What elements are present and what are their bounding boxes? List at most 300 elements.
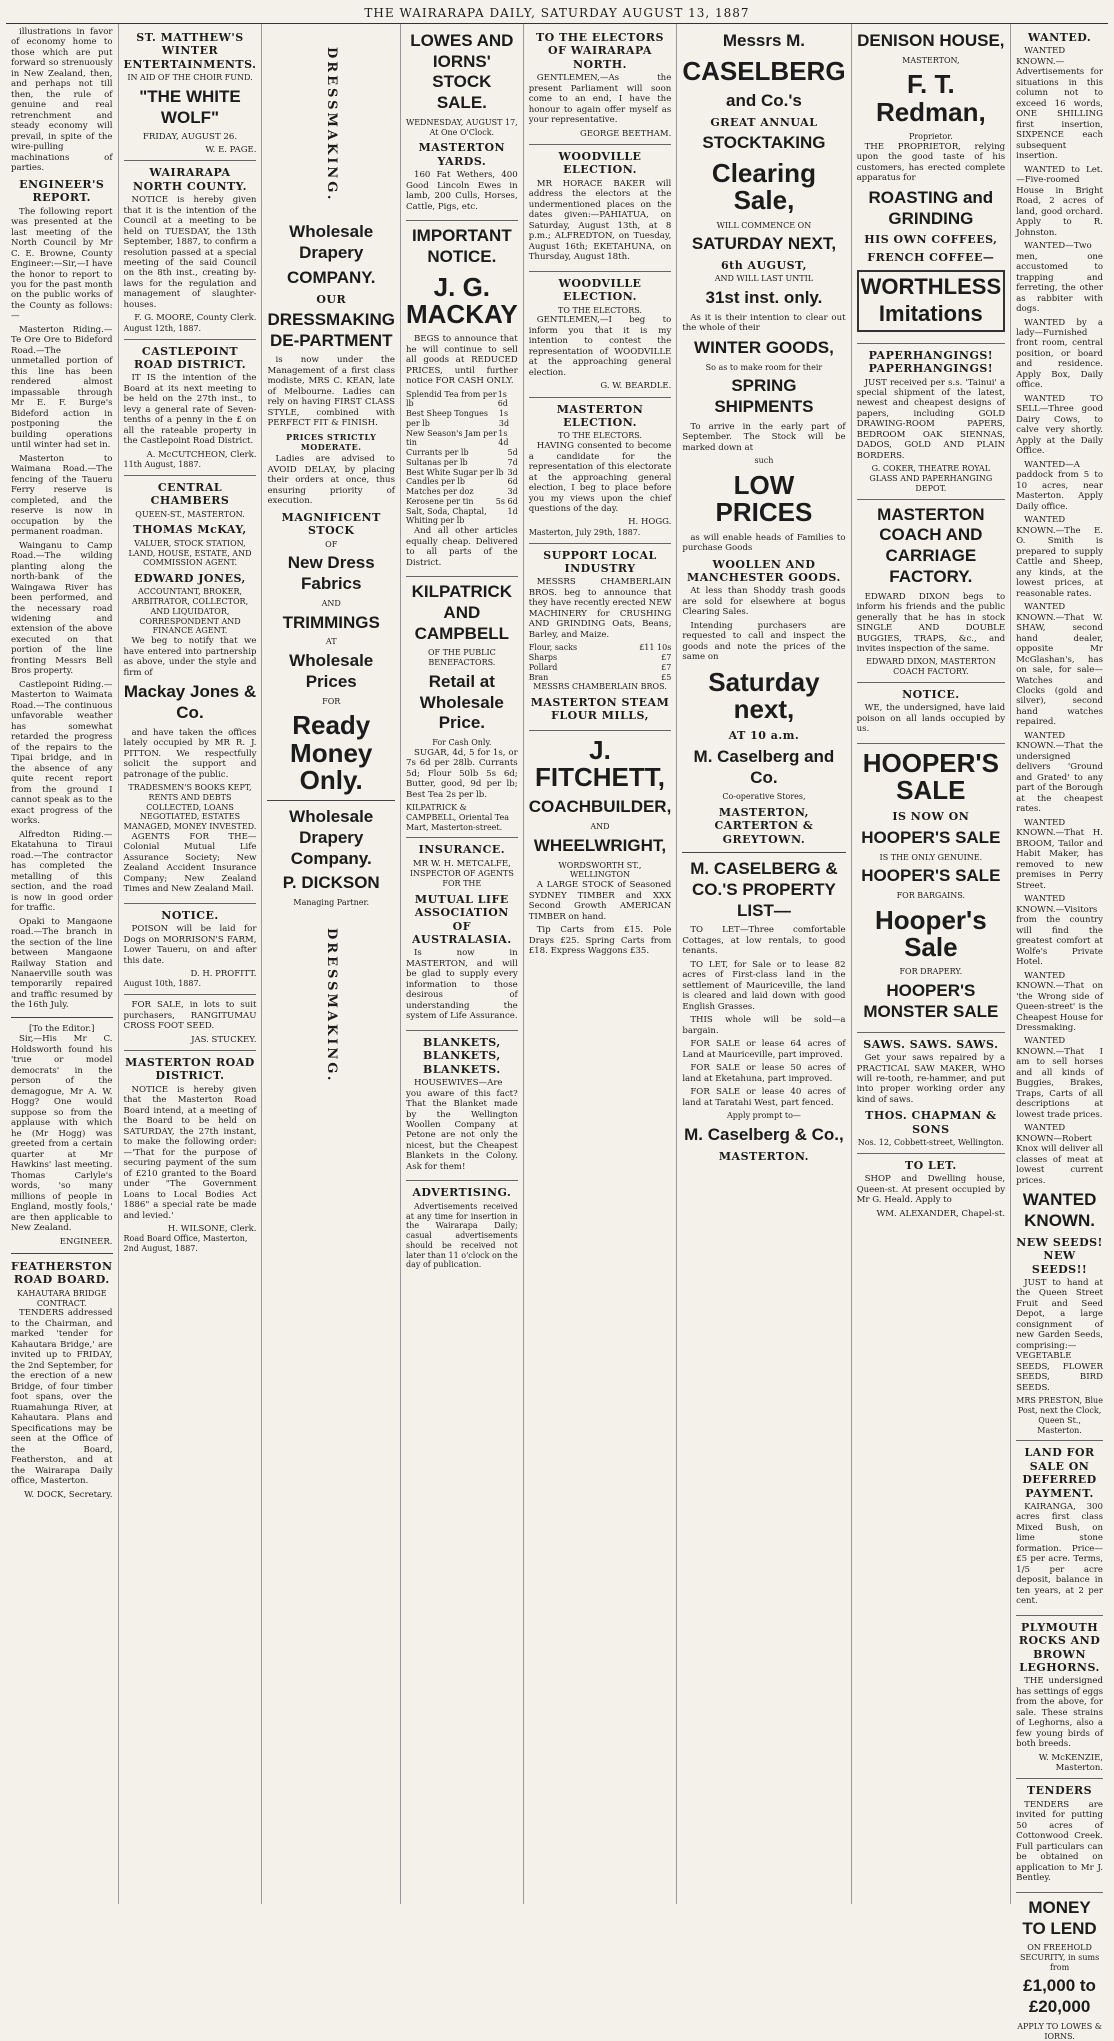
column-6 bbox=[677, 24, 851, 1904]
divider bbox=[11, 1253, 113, 1254]
ad-date: SATURDAY NEXT, bbox=[691, 234, 837, 254]
ad-terms: For Cash Only. bbox=[432, 738, 492, 748]
ad-signature: W. McKENZIE, Masterton. bbox=[1038, 1752, 1103, 1774]
winter-goods-heading: WINTER GOODS, bbox=[694, 337, 834, 357]
ad-text: And all other articles equally cheap. Delivered to all parts of the District. bbox=[405, 526, 518, 568]
ad-text: Intending purchasers are requested to call and inspect the goods and note the prices of the same on bbox=[682, 620, 846, 663]
advertising-info bbox=[406, 1186, 518, 1270]
to-let-ad bbox=[857, 1159, 1006, 1219]
ad-towns: MASTERTON, CARTERTON & GREYTOWN. bbox=[714, 805, 814, 846]
ad-heading: IMPORTANT NOTICE. bbox=[411, 226, 512, 266]
stocktaking-heading: STOCKTAKING bbox=[702, 133, 826, 153]
ad-signature: G. COKER, THEATRE ROYAL GLASS AND PAPERHANGING DEPOT. bbox=[869, 464, 993, 493]
ad-heading: DENISON HOUSE, bbox=[857, 31, 1005, 50]
ad-text: We beg to notify that we have entered into partnership as above, under the style and firm of bbox=[123, 636, 257, 678]
ad-date: FRIDAY, AUGUST 26. bbox=[142, 132, 238, 143]
ad-text: and have taken the offices lately occupied by MR R. J. PITTON. We respectfully solicit the support and patronage of the public. bbox=[123, 727, 257, 780]
hooper-heading: HOOPER'S SALE bbox=[861, 866, 1001, 886]
denison-house-ad bbox=[857, 31, 1006, 344]
report-paragraph: Opaki to Mangaone road.—The branch in the section of the line between Mangaone Railway Station and Nanaerville south was temporarily repaired and traffic resumed by the 16th July. bbox=[11, 916, 113, 1011]
ad-heading: NOTICE. bbox=[902, 687, 960, 701]
price-value: 5s 6d bbox=[495, 496, 518, 506]
ad-subheading: INSPECTOR OF AGENTS FOR THE bbox=[409, 869, 514, 889]
ad-heading: CENTRAL CHAMBERS bbox=[150, 480, 230, 508]
property-item: FOR SALE or lease 64 acres of Land at Mauriceville, part improved. bbox=[682, 1039, 846, 1060]
ad-heading: KILPATRICK AND CAMPBELL bbox=[411, 582, 513, 643]
ad-word: FOR bbox=[322, 696, 341, 706]
ad-signature: APPLY TO LOWES & IORNS. bbox=[1017, 2021, 1102, 2041]
price-row bbox=[406, 429, 518, 449]
ad-subheading: ON FREEHOLD SECURITY, in sums from bbox=[1019, 1943, 1100, 1972]
wanted-item: WANTED—Two men, one accustomed to trapping and ferreting, the other as rabbiter with dogs. bbox=[1016, 241, 1103, 315]
saws-ad bbox=[857, 1038, 1006, 1154]
ad-signature: MRS PRESTON, Blue Post, next the Clock, Queen St., Masterton. bbox=[1016, 1396, 1103, 1435]
ad-text: THE undersigned has settings of eggs from the above, for sale. These strains of Leghorns, also a few young birds of both breeds. bbox=[1016, 1676, 1103, 1750]
ad-word: OUR bbox=[316, 292, 347, 306]
price-value: 1s 3d bbox=[498, 409, 510, 428]
ad-text: IT IS the intention of the Board at its next meeting to be held on the 27th inst., to levy a general rate of Seven-tenths of a penny in the £ on all the rateable property in the Castlepoint Road District. bbox=[123, 373, 257, 447]
land-sale-ad bbox=[1016, 1446, 1103, 1615]
report-paragraph: Castlepoint Riding.—Masterton to Waimata Road.—The continuous unfavorable weather has somewhat retarded the progress of the repairs to the Tipai bridge, and in the absence of any quite recent report from the ground I cannot speak as to the exact progress of the works. bbox=[11, 679, 113, 827]
ad-subheading: HIS OWN COFFEES, bbox=[864, 233, 998, 247]
ad-heading: SAWS. SAWS. SAWS. bbox=[863, 1037, 999, 1051]
ad-text: So as to make room for their bbox=[705, 362, 823, 372]
ad-date: August 10th, 1887. bbox=[123, 979, 202, 989]
property-item: THIS whole will be sold—a bargain. bbox=[682, 1015, 846, 1036]
price-item: Flour, sacks bbox=[528, 643, 578, 653]
ad-heading: ST. MATTHEW'S WINTER ENTERTAINMENTS. bbox=[123, 31, 257, 71]
masterton-road-ad bbox=[124, 1056, 257, 1254]
ad-text: A LARGE STOCK of Seasoned SYDNEY TIMBER and XXX Second Growth AMERICAN TIMBER on hand. bbox=[528, 880, 672, 922]
woodville-ad bbox=[529, 150, 672, 272]
price-value: 1s 4d bbox=[498, 428, 509, 448]
ad-subheading: TO THE ELECTORS. bbox=[558, 431, 642, 441]
ad-heading: INSURANCE. bbox=[418, 843, 506, 857]
ad-subheading: IS NOW ON bbox=[892, 810, 970, 824]
ad-text: GENTLEMEN,—As the present Parliament will soon come to an end, I have the honour to again offer myself as your representative. bbox=[528, 73, 672, 126]
divider bbox=[11, 1017, 113, 1018]
column-1 bbox=[6, 24, 119, 1904]
ad-title: Proprietor. bbox=[908, 132, 953, 142]
spring-heading: SPRING SHIPMENTS bbox=[714, 376, 814, 417]
price-value: 1s 6d bbox=[497, 389, 508, 409]
price-item: Bran bbox=[528, 672, 549, 682]
ad-heading: PLYMOUTH ROCKS AND BROWN LEGHORNS. bbox=[1018, 1620, 1101, 1674]
wanted-item: WANTED KNOWN.—That the undersigned delivers 'Ground and Grated' to any part of the Borough at the cheapest rates. bbox=[1016, 730, 1103, 815]
price-list bbox=[406, 390, 518, 527]
ad-place: MASTERTON YARDS. bbox=[418, 141, 506, 168]
ad-subheading: IN AID OF THE CHOIR FUND. bbox=[127, 73, 253, 83]
price-item: Best Sheep Tongues per lb bbox=[405, 409, 489, 428]
column-4 bbox=[401, 24, 524, 1904]
property-list bbox=[682, 925, 845, 1108]
column-5 bbox=[524, 24, 678, 1904]
property-item: FOR SALE or lease 40 acres of land at Taratahi West, part fenced. bbox=[682, 1087, 846, 1108]
ad-heading: TO THE ELECTORS OF WAIRARAPA NORTH. bbox=[536, 31, 665, 71]
blankets-ad bbox=[406, 1036, 518, 1182]
ad-text: MESSRS CHAMBERLAIN BROS. beg to announce that they have recently erected NEW MACHINERY for CRUSHING AND GRINDING Oats, Beans, Barley, and Maize. bbox=[528, 577, 672, 640]
ad-heading: ADVERTISING. bbox=[412, 1186, 512, 1200]
ad-heading: BLANKETS, BLANKETS, BLANKETS. bbox=[423, 1035, 501, 1076]
price-item: Candles per lb bbox=[405, 477, 465, 487]
caselberg-name: CASELBERG bbox=[682, 55, 846, 86]
price-row bbox=[529, 643, 672, 653]
masterton-election-ad bbox=[529, 403, 672, 544]
ad-title: MUTUAL LIFE ASSOCIATION OF AUSTRALASIA. bbox=[412, 892, 512, 947]
ad-text: WILL COMMENCE ON bbox=[716, 220, 812, 230]
ad-heading: LAND FOR SALE ON DEFERRED PAYMENT. bbox=[1022, 1446, 1097, 1500]
ad-heading: WOODVILLE ELECTION. bbox=[558, 276, 642, 304]
ad-text: SHOP and Dwelling house, Queen-st. At present occupied by Mr G. Heald. Apply to bbox=[856, 1174, 1006, 1206]
property-item: TO LET—Three comfortable Cottages, at low rentals, to good tenants. bbox=[682, 925, 846, 957]
ad-word: Messrs M. bbox=[722, 31, 806, 50]
ad-word: GREAT ANNUAL bbox=[710, 115, 818, 129]
wanted-item: WANTED KNOWN.—The E. O. Smith is prepared to supply Cattle and Sheep, any kinds, at the lowest prices, at reasonable rates. bbox=[1016, 515, 1103, 599]
mill-heading: MASTERTON STEAM FLOUR MILLS, bbox=[530, 696, 670, 723]
ad-subheading: WOOLLEN AND MANCHESTER GOODS. bbox=[687, 557, 841, 584]
ad-signature: EDWARD DIXON, MASTERTON COACH FACTORY. bbox=[866, 657, 996, 677]
ad-date: 31st inst. only. bbox=[705, 288, 823, 308]
price-item: Kerosene per tin bbox=[405, 496, 474, 506]
ad-text: Apply prompt to— bbox=[726, 1111, 801, 1121]
price-row bbox=[406, 448, 518, 458]
price-value: 6d bbox=[507, 477, 518, 487]
ad-text: Co-operative Stores, bbox=[722, 792, 806, 802]
featherston-heading: FEATHERSTON ROAD BOARD. bbox=[11, 1259, 113, 1287]
woodville-electors-ad bbox=[529, 277, 672, 398]
column-3 bbox=[262, 24, 401, 1904]
castlepoint-ad bbox=[124, 345, 257, 476]
ad-subheading: FOR DRAPERY. bbox=[899, 967, 963, 977]
ad-heading: CASTLEPOINT ROAD DISTRICT. bbox=[133, 344, 247, 371]
ad-heading: PAPERHANGINGS! PAPERHANGINGS! bbox=[868, 348, 994, 376]
fitchett-ad bbox=[528, 734, 672, 957]
ad-text: At less than Shoddy trash goods are sold for elsewhere at bogus Clearing Sales. bbox=[682, 586, 846, 618]
ad-text: is now under the Management of a first class modiste, MRS C. KEAN, late of Melbourne. Ladies can rely on having FIRST CLASS STYLE, combined with PERFECT FIT & FINISH. bbox=[267, 355, 395, 429]
report-paragraph: Alfredton Riding.—Ekatahuna to Tiraui road.—The contractor has completed the metalling of this section, and the road is now in good order for traffic. bbox=[11, 829, 113, 914]
manager-name: P. DICKSON bbox=[282, 873, 380, 893]
price-value: £7 bbox=[661, 662, 672, 672]
hoopers-sale-ad bbox=[857, 747, 1006, 1033]
ad-signature: JAS. STUCKEY. bbox=[191, 1034, 257, 1045]
coach-factory-ad bbox=[857, 505, 1006, 683]
ad-title: "THE WHITE WOLF" bbox=[139, 86, 241, 127]
ad-word: AND bbox=[321, 598, 341, 608]
featherston-subheading: KAHAUTARA BRIDGE CONTRACT. bbox=[16, 1288, 107, 1308]
ad-agents: AGENTS FOR THE—Colonial Mutual Life Assurance Society; New Zealand Accident Insurance Company; New Zealand Times and New Zealand Mail. bbox=[123, 831, 257, 895]
notice-ad bbox=[857, 688, 1006, 744]
ad-time: AT 10 a.m. bbox=[728, 729, 800, 743]
wholesale-prices-heading: Wholesale Prices bbox=[289, 651, 374, 691]
wanted-item: WANTED TO SELL—Three good Dairy Cows, to calve very shortly. Apply at the Daily Office. bbox=[1016, 393, 1103, 457]
price-item: Splendid Tea from per lb bbox=[405, 389, 497, 409]
ad-amount: £1,000 to £20,000 bbox=[1023, 1976, 1096, 2017]
ad-date: 6th AUGUST, bbox=[720, 258, 807, 272]
price-row bbox=[406, 390, 518, 410]
ad-text: SUGAR, 4d, 5 for 1s, or 7s 6d per 28lb. Currants 5d; Flour 50lb 5s 6d; Butter, good, 9d per lb; Best Tea 2s per lb. bbox=[405, 747, 518, 800]
ad-heading: MONEY TO LEND bbox=[1022, 1897, 1097, 1938]
price-value: 5d bbox=[507, 448, 518, 458]
ad-subheading: NEW SEEDS! NEW SEEDS!! bbox=[1016, 1235, 1103, 1276]
ad-heading: LOWES AND IORNS' STOCK SALE. bbox=[410, 31, 514, 113]
price-row bbox=[406, 458, 518, 468]
wanted-heading: WANTED. bbox=[1027, 31, 1092, 44]
north-county-ad bbox=[124, 166, 257, 339]
wanted-item: WANTED KNOWN—Robert Knox will deliver all classes of meat at lowest current prices. bbox=[1016, 1123, 1103, 1186]
ad-signature: G. W. BEARDLE. bbox=[600, 381, 672, 392]
ad-text: Get your saws repaired by a PRACTICAL SAW MAKER, WHO will re-tooth, re-hammer, and put into proper working order any kind of saws. bbox=[856, 1053, 1006, 1105]
featherston-signature: W. DOCK, Secretary. bbox=[24, 1489, 113, 1500]
ad-signature: D. H. PROFITT. bbox=[190, 969, 257, 980]
price-row bbox=[529, 653, 672, 663]
plymouth-rocks-ad bbox=[1016, 1621, 1103, 1780]
seeds-ad bbox=[1016, 1190, 1103, 1441]
ad-text: POISON will be laid for Dogs on MORRISON'S FARM, Lower Taueru, on and after this date. bbox=[123, 924, 257, 966]
central-chambers-ad bbox=[124, 481, 257, 904]
wanted-item: WANTED KNOWN.—That W. SHAW, second hand dealer, opposite Mr McGlashan's, has on sale, for sale—Watches and Clocks (gold and silver), second hand watches repaired. bbox=[1016, 602, 1103, 728]
ad-address: Nos. 12, Cobbett-street, Wellington. bbox=[857, 1138, 1004, 1148]
ad-text: HOUSEWIVES—Are you aware of this fact? That the Blanket made by the Wellington Woollen Company at Petone are not only the nicest, but the Cheapest Blankets in the Colony. Ask for them! bbox=[405, 1078, 518, 1172]
columns bbox=[6, 24, 1108, 2041]
engineers-report-heading: ENGINEER'S REPORT. bbox=[19, 177, 105, 205]
price-item: Best White Sugar per lb bbox=[405, 467, 504, 477]
ad-heading: WOODVILLE ELECTION. bbox=[558, 150, 642, 177]
ad-date: Masterton, July 29th, 1887. bbox=[528, 527, 641, 537]
report-paragraph: Masterton Riding.—Te Ore Ore to Bideford Road.—The unmetalled portion of this line has been rendered almost impassable through Mr E. F. Burge's Bideford action in postponing the building operations until winter had set in. bbox=[11, 324, 113, 451]
trimmings-heading: TRIMMINGS bbox=[282, 612, 380, 632]
ad-text: GENTLEMEN,—I beg to inform you that it is my intention to contest the representation of WOODVILLE at the approaching general election. bbox=[528, 315, 672, 378]
fabrics-heading: New Dress Fabrics bbox=[287, 553, 375, 594]
mackay-ad bbox=[406, 226, 518, 577]
ad-text: AND WILL LAST UNTIL bbox=[714, 274, 814, 284]
intro-paragraph: illustrations in favor of economy home to those which are put forward so strenuously in New Zealand, then, and perhaps not till then, the rule of genuine and real retrenchment and steady economy will prevail, in spite of the wire-pulling machinations of parties. bbox=[11, 27, 113, 174]
wanted-item: WANTED KNOWN.—That I am to sell horses and all kinds of Buggies, Brakes, Traps, Carts of all descriptions at lowest trade prices. bbox=[1016, 1036, 1103, 1120]
price-item: Sultanas per lb bbox=[405, 457, 468, 467]
ad-address: QUEEN-ST., MASTERTON. bbox=[135, 509, 245, 519]
featherston-text: TENDERS addressed to the Chairman, and marked 'tender for Kahautara Bridge,' are invited up to FRIDAY, the 2nd September, for the erection of a new Bridge, of four timber foot spans, over the Ruamahunga River, at Kahautara. Plans and Specifications may be seen at the Office of the Board, Featherston, and at the Wairarapa Daily office, Masterton. bbox=[11, 1308, 113, 1487]
seed-sale-ad bbox=[124, 1000, 257, 1051]
ad-trade: COACHBUILDER, bbox=[528, 797, 672, 817]
hooper-heading: Hooper's Sale bbox=[875, 904, 987, 963]
monster-sale-heading: HOOPER'S MONSTER SALE bbox=[863, 981, 999, 1021]
report-paragraph: Masterton to Waimana Road.—The fencing of the Taueru Ferry reserve is completed, and the reserve is now in occupation by the permanent roadman. bbox=[11, 453, 113, 538]
ad-text: TENDERS are invited for putting 50 acres of Cottonwood Creek. Full particulars can be obtained on application to Mr J. Bentley. bbox=[1016, 1799, 1103, 1884]
report-paragraph: Wainganu to Camp Road.—The wilding planting along the north-bank of the Waingawa River has been performed, and the necessary road widening and extension of the above executed on that portion of the line fronting Messrs Bell Bros property. bbox=[11, 540, 113, 677]
ad-heading: SUPPORT LOCAL INDUSTRY bbox=[543, 548, 657, 575]
ad-footer: Road Board Office, Masterton, 2nd August, 1887. bbox=[123, 1234, 248, 1254]
electors-ad bbox=[529, 31, 672, 145]
ad-subheading: FRENCH COFFEE— bbox=[867, 250, 995, 264]
ad-footer: KILPATRICK & CAMPBELL, Oriental Tea Mart, Masterton-street. bbox=[405, 803, 510, 832]
ad-signature: GEORGE BEETHAM. bbox=[579, 128, 672, 139]
ad-address: WORDSWORTH ST., WELLINGTON bbox=[558, 860, 642, 880]
ready-money-heading: Ready Money Only. bbox=[290, 710, 373, 795]
letter-signature: ENGINEER. bbox=[59, 1236, 113, 1247]
ad-text: FOR SALE, in lots to suit purchasers, RANGITUMAU CROSS FOOT SEED. bbox=[123, 1000, 257, 1032]
ad-heading: MASTERTON ROAD DISTRICT. bbox=[125, 1055, 255, 1083]
hooper-heading: HOOPER'S SALE bbox=[862, 747, 999, 806]
ad-text: NOTICE is hereby given that the Masterton Road Board intend, at a meeting of the Board to be held on SATURDAY, the 27th instant, to make the following order:—'That for the purpose of securing payment of the sum of £210 granted to the Board under "The Government Loans to Local Bodies Act 1886" a special rate be made and levied.' bbox=[123, 1084, 257, 1221]
ad-town: MASTERTON, bbox=[902, 55, 960, 65]
vertical-dressmaking-label: DRESSMAKING. bbox=[324, 927, 340, 1084]
ad-text: Advertisements received at any time for insertion in the Wairarapa Daily; casual advertisements should be received not later than 11 o'clock on the day of publication. bbox=[405, 1201, 518, 1270]
ad-name: J. G. MACKAY bbox=[405, 271, 518, 329]
ad-description: VALUER, STOCK STATION, LAND, HOUSE, ESTATE, AND COMMISSION AGENT. bbox=[128, 538, 252, 568]
ad-text: as will enable heads of Families to purchase Goods bbox=[682, 532, 846, 554]
drapery-heading: Wholesale Drapery bbox=[289, 222, 374, 263]
ad-name: THOMAS McKAY, bbox=[133, 523, 247, 537]
vertical-dressmaking-label: DRESSMAKING. bbox=[324, 47, 340, 203]
ad-word: AND bbox=[590, 822, 610, 832]
ad-heading: TO LET. bbox=[904, 1159, 957, 1173]
price-item: Currants per lb bbox=[405, 448, 469, 458]
drapery-subheading: COMPANY. bbox=[286, 267, 376, 287]
divider bbox=[682, 852, 845, 853]
ad-text: 160 Fat Wethers, 400 Good Lincoln Ewes in lamb, 200 Culls, Horses, Cattle, Pigs, etc. bbox=[405, 170, 518, 212]
ad-subheading: OF THE PUBLIC BENEFACTORS. bbox=[427, 648, 496, 668]
ad-subheading: FOR BARGAINS. bbox=[896, 891, 966, 901]
ad-text: To arrive in the early part of September. The Stock will be marked down at bbox=[682, 421, 846, 453]
ad-signature: A. McCUTCHEON, Clerk. bbox=[146, 449, 257, 460]
clearing-sale-heading: Clearing Sale, bbox=[711, 157, 816, 216]
local-industry-ad bbox=[529, 549, 672, 731]
paperhangings-ad bbox=[857, 349, 1006, 500]
ad-signature: H. HOGG. bbox=[628, 517, 672, 528]
ad-word: and Co.'s bbox=[726, 91, 802, 111]
wanted-item: WANTED KNOWN.—That H. BROOM, Tailor and Habit Maker, has removed to new premises in Perry Street. bbox=[1016, 817, 1103, 891]
ad-firm-name: Mackay Jones & Co. bbox=[123, 682, 257, 722]
ad-signature: F. G. MOORE, County Clerk. bbox=[134, 313, 257, 324]
ad-services: TRADESMEN'S BOOKS KEPT, RENTS AND DEBTS COLLECTED, LOANS NEGOTIATED, ESTATES MANAGED, MONEY INVESTED. bbox=[123, 783, 257, 832]
price-row bbox=[529, 663, 672, 673]
ad-heading: TENDERS bbox=[1026, 1784, 1093, 1798]
low-prices-heading: LOW PRICES bbox=[715, 470, 813, 528]
price-value: 7d bbox=[507, 457, 518, 467]
property-item: FOR SALE or lease 50 acres of land at Eketahuna, part improved. bbox=[682, 1063, 846, 1084]
wanted-item: WANTED KNOWN.—Visitors from the country will find the greatest comfort at Wolfe's Private Hotel. bbox=[1016, 894, 1103, 968]
price-row bbox=[406, 487, 518, 497]
ad-text: BEGS to announce that he will continue to sell all goods at REDUCED PRICES, until further notice FOR CASH ONLY. bbox=[405, 334, 518, 387]
ad-text: THE PROPRIETOR, relying upon the good taste of his customers, has erected complete apparatus for bbox=[856, 141, 1006, 184]
hooper-heading: HOOPER'S SALE bbox=[861, 827, 1001, 847]
ad-prices: Tip Carts from £15. Pole Drays £25. Spring Carts from £18. Express Waggons £35. bbox=[528, 925, 672, 957]
ad-name: MR W. H. METCALFE, bbox=[412, 858, 511, 869]
divider bbox=[267, 800, 395, 801]
ad-date: 11th August, 1887. bbox=[123, 460, 202, 470]
price-row bbox=[406, 507, 518, 527]
worthless-heading: WORTHLESS Imitations bbox=[857, 270, 1006, 332]
st-matthews-ad bbox=[124, 31, 257, 161]
roasting-heading: ROASTING and GRINDING bbox=[868, 187, 994, 228]
letter-paragraph: Sir,—His Mr C. Holdsworth found his 'true or model democrats' in the person of the demagogue, Mr A. W. Hogg? One would suppose so from the applause with which he (Mr Hogg) was greeted from a certain quarter at Mr Hawkins' last meeting. Thomas Carlyle's words, 'so many millions of people in England, mostly fools,' are then applicable to New Zealand. bbox=[11, 1034, 113, 1234]
ad-heading: MASTERTON ELECTION. bbox=[556, 402, 644, 429]
stock-sale-ad bbox=[406, 31, 518, 221]
column-8 bbox=[1011, 24, 1108, 2041]
stock-heading: MAGNIFICENT STOCK bbox=[281, 510, 381, 538]
ad-subheading: IS THE ONLY GENUINE. bbox=[879, 852, 983, 862]
price-row bbox=[406, 497, 518, 507]
ad-name: EDWARD JONES, bbox=[134, 572, 246, 586]
ad-name: THOS. CHAPMAN & SONS bbox=[865, 1109, 997, 1136]
ad-name: J. FITCHETT, bbox=[535, 734, 665, 793]
ad-word: such bbox=[754, 456, 774, 466]
wanted-item: WANTED to Let.—Five-roomed House in Bright Road, 2 acres of land, good orchard. Apply to R. Johnston. bbox=[1016, 164, 1103, 238]
ad-signature: MESSRS CHAMBERLAIN BROS. bbox=[533, 682, 667, 692]
price-item: New Season's Jam per tin bbox=[405, 428, 497, 448]
insurance-ad bbox=[406, 843, 518, 1030]
price-value: £11 10s bbox=[639, 643, 672, 653]
property-list-heading: M. CASELBERG & CO.'S PROPERTY LIST— bbox=[690, 859, 838, 920]
ad-date: August 12th, 1887. bbox=[123, 323, 202, 333]
ad-text: HAVING consented to become a candidate for the representation of this electorate at the approaching general election, I beg to place before you my views upon the chief questions of the day. bbox=[528, 441, 672, 514]
price-item: Pollard bbox=[528, 662, 558, 672]
poison-notice-ad bbox=[124, 909, 257, 995]
ad-text: EDWARD DIXON begs to inform his friends and the public generally that he has in stock SINGLE AND DOUBLE BUGGIES, TRAPS, &c., and invites inspection of the same. bbox=[856, 591, 1006, 654]
ad-heading: MASTERTON COACH AND CARRIAGE FACTORY. bbox=[877, 504, 985, 586]
ad-signature: H. WILSONE, Clerk. bbox=[167, 1224, 257, 1235]
ad-signature: W. E. PAGE. bbox=[205, 144, 257, 155]
price-value: £7 bbox=[661, 653, 672, 663]
ad-heading: NOTICE. bbox=[161, 908, 219, 922]
ad-word: AT bbox=[325, 637, 337, 647]
editor-heading: [To the Editor.] bbox=[28, 1023, 95, 1034]
wanted-item: WANTED KNOWN.—That on 'the Wrong side of Queen-street' is the Cheapest House for Dressmaking. bbox=[1016, 970, 1103, 1033]
ad-text: As it is their intention to clear out the whole of their bbox=[682, 312, 846, 334]
ad-firm-name: M. Caselberg and Co. bbox=[693, 746, 835, 787]
price-value: 3d bbox=[507, 487, 518, 497]
wanted-item: WANTED by a lady—Furnished front room, central position, or board and residence. Apply Box, Daily office. bbox=[1016, 317, 1103, 391]
ad-text: Ladies are advised to AVOID DELAY, by placing their orders at once, thus ensuring priority of execution. bbox=[267, 454, 395, 507]
kilpatrick-ad bbox=[406, 582, 518, 838]
ad-trade: WHEELWRIGHT, bbox=[533, 835, 667, 855]
ad-text: WE, the undersigned, have laid poison on all lands occupied by us. bbox=[856, 703, 1006, 735]
price-row bbox=[406, 468, 518, 478]
column-2 bbox=[119, 24, 263, 1904]
price-value: 3d bbox=[507, 467, 518, 477]
ad-firm-name: M. Caselberg & Co., bbox=[684, 1124, 844, 1144]
flour-price-list bbox=[529, 643, 672, 682]
tenders-ad bbox=[1016, 1784, 1103, 1892]
prices-line: PRICES STRICTLY MODERATE. bbox=[286, 431, 377, 452]
ad-text: JUST to hand at the Queen Street Fruit and Seed Depot, a large consignment of new Garden Seeds, comprising:—VEGETABLE SEEDS, FLOWER SEEDS, BIRD SEEDS. bbox=[1016, 1277, 1103, 1393]
dept-heading: DRESSMAKING DE-PARTMENT bbox=[267, 310, 395, 350]
ad-name: F. T. Redman, bbox=[875, 69, 986, 127]
ad-subheading: TO THE ELECTORS. bbox=[558, 305, 642, 315]
column-7 bbox=[852, 24, 1012, 1904]
price-value: £5 bbox=[661, 672, 672, 682]
ad-text: Is now in MASTERTON, and will be glad to supply every information to those desirous of understanding the system of Life Assurance. bbox=[405, 948, 518, 1022]
price-item: Salt, Soda, Chaptal, Whiting per lb bbox=[405, 506, 487, 526]
ad-word: OF bbox=[325, 539, 338, 549]
money-to-lend-ad bbox=[1016, 1898, 1103, 2041]
ad-text: NOTICE is hereby given that it is the intention of the Council at a meeting to be held on TUESDAY, the 13th September, 1887, to confirm a resolution passed at a special meeting of the said Council on the 8th inst., creating by-laws for the regulation and management of slaughter-houses. bbox=[123, 195, 257, 310]
masthead: THE WAIRARAPA DAILY, SATURDAY AUGUST 13, 1887 bbox=[6, 4, 1108, 24]
ad-description: ACCOUNTANT, BROKER, ARBITRATOR, COLLECTOR, AND LIQUIDATOR, CORRESPONDENT AND FINANCE AGENT. bbox=[131, 587, 249, 636]
price-row bbox=[406, 477, 518, 487]
property-item: TO LET, for Sale or to lease 82 acres of First-class land in the settlement of Mauriceville, the land is cleared and laid down with good English Grasses. bbox=[682, 959, 846, 1012]
ad-text: MR HORACE BAKER will address the electors at the undermentioned places on the dates given:—PAHIATUA, on Saturday, August 13th, at 8 p.m.; ALFREDTON, on Tuesday, August 16th; EKETAHUNA, on Thursday, August 18th. bbox=[528, 178, 672, 263]
saturday-heading: Saturday next, bbox=[708, 666, 820, 725]
ad-date: WEDNESDAY, AUGUST 17, At One O'Clock. bbox=[405, 117, 518, 137]
ad-text: KAIRANGA, 300 acres first class Mixed Bush, on lime stone formation. Price—£5 per acre. Terms, 1/5 per acre deposit, balance in ten years, at 2 per cent. bbox=[1016, 1501, 1103, 1607]
ad-heading: WANTED KNOWN. bbox=[1022, 1190, 1097, 1230]
wanted-item: WANTED—A paddock from 5 to 10 acres, near Masterton. Apply Daily office. bbox=[1016, 459, 1103, 512]
manager-title: Managing Partner. bbox=[293, 898, 370, 908]
ad-heading: WAIRARAPA NORTH COUNTY. bbox=[133, 166, 247, 193]
company-name: Wholesale Drapery Company. bbox=[289, 807, 374, 868]
price-value: 1d bbox=[507, 506, 518, 516]
wanted-list bbox=[1016, 46, 1103, 1186]
